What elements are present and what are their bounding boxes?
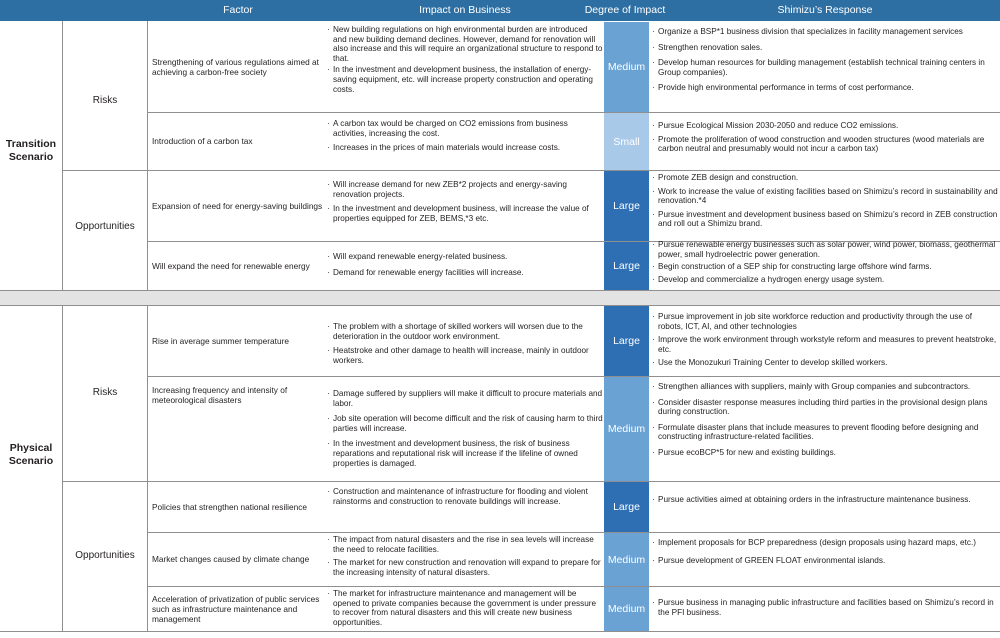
response-cell [652,312,998,370]
response-cell [652,538,998,567]
factor-text: Will expand the need for renewable energy [152,260,310,271]
factor-cell [152,533,324,586]
impact-item: · The market for new construction and renovation will expand to prepare for the increasing intensity of natural disasters. [327,558,603,577]
response-item: · Consider disaster response measures including third parties in the provisional design plans during construction. [652,398,998,417]
impact-item: · The impact from natural disasters and the rise in sea levels will increase the need to relocate facilities. [327,535,603,554]
response-item: · Organize a BSP*1 business division that specializes in facility management services [652,27,998,37]
response-item: · Strengthen renovation sales. [652,43,998,53]
impact-cell [327,389,603,470]
scenario-label-line: Physical [9,442,53,454]
response-item: · Pursue development of GREEN FLOAT environmental islands. [652,556,998,566]
response-item: · Pursue improvement in job site workforce reduction and productivity through the use of robots, ICT, AI, and other technologies [652,312,998,331]
divider [147,306,148,632]
header-impact: Impact on Business [419,4,511,16]
response-item: · Pursue renewable energy businesses such as solar power, wind power, biomass, geothermal power, small hydroelectric power generation. [652,240,998,259]
divider [62,21,63,290]
response-item: · Use the Monozukuri Training Center to develop skilled workers. [652,358,998,368]
impact-item: · Damage suffered by suppliers will make it difficult to procure materials and labor. [327,389,603,408]
response-item: · Pursue investment and development business based on Shimizu’s record in ZEB construction and roll out a Shimizu brand. [652,210,998,229]
impact-item: · New building regulations on high environmental burden are introduced and new building demand declines. However, demand for renovation will also increase and this will require an organizational structure to respond to that. [327,25,603,63]
response-item: · Pursue activities aimed at obtaining orders in the infrastructure maintenance business. [652,495,998,505]
response-item: · Pursue business in managing public infrastructure and facilities based on Shimizu’s record in the PFI business. [652,598,998,617]
impact-item: · Will increase demand for new ZEB*2 projects and energy-saving renovation projects. [327,180,603,199]
degree-badge: Large [604,306,649,376]
degree-badge: Medium [604,377,649,481]
impact-cell [327,119,603,155]
response-cell [652,382,998,460]
factor-cell [152,242,324,290]
divider [147,376,1000,377]
impact-cell [327,487,603,508]
impact-cell [327,252,603,279]
factor-text: Market changes caused by climate change [152,554,310,565]
header-response: Shimizu’s Response [777,4,873,16]
response-item: · Work to increase the value of existing facilities based on Shimizu’s record in sustainability and renovation.*4 [652,187,998,206]
response-item: · Promote the proliferation of wood construction and wooden structures (wood materials are carbon neutral and presumably would not incur a carbon tax) [652,135,998,154]
divider [62,306,63,632]
degree-badge: Large [604,242,649,290]
impact-cell [327,322,603,367]
response-item: · Begin construction of a SEP ship for constructing large offshore wind farms. [652,262,998,272]
degree-badge: Medium [604,533,649,586]
factor-cell [152,22,324,112]
section-gap [0,291,1000,305]
category-risks: Risks [92,95,118,106]
impact-item: · The market for infrastructure maintenance and management will be opened to private companies because the government is under pressure to recover from natural disasters and this will create new business opportunities. [327,589,603,627]
degree-badge: Small [604,113,649,170]
factor-cell [152,587,324,631]
response-item: · Promote ZEB design and construction. [652,173,998,183]
factor-cell [152,385,324,405]
divider [0,305,1000,306]
header-factor: Factor [223,4,253,16]
degree-badge: Large [604,171,649,241]
response-item: · Formulate disaster plans that include measures to prevent flooding before designing and constructing infrastructure-related facilities. [652,423,998,442]
response-item: · Develop and commercialize a hydrogen energy usage system. [652,275,998,285]
response-item: · Implement proposals for BCP preparedness (design proposals using hazard maps, etc.) [652,538,998,548]
impact-item: · In the investment and development business, the risk of business reparations and reputational risk will increase if the lifeline of owned properties is damaged. [327,439,603,468]
scenario-label-transition [0,138,62,164]
factor-cell [152,171,324,241]
scenario-label-physical [0,442,62,468]
scenario-label-line: Scenario [8,151,54,163]
factor-text: Rise in average summer temperature [152,335,289,346]
response-item: · Develop human resources for building management (establish technical training centers in Group companies). [652,58,998,77]
response-cell [652,495,998,507]
header-degree: Degree of Impact [584,4,666,16]
category-opportunities: Opportunities [75,221,135,232]
impact-cell [327,535,603,579]
factor-text: Increasing frequency and intensity of meteorological disasters [152,385,288,406]
impact-item: · Job site operation will become difficult and the risk of causing harm to third parties will increase. [327,414,603,433]
response-item: · Pursue Ecological Mission 2030-2050 and reduce CO2 emissions. [652,121,998,131]
factor-text: Expansion of need for energy-saving buildings [152,200,323,211]
factor-cell [152,113,324,170]
response-item: · Pursue ecoBCP*5 for new and existing buildings. [652,448,998,458]
category-opportunities: Opportunities [75,550,135,561]
factor-text: Acceleration of privatization of public services such as infrastructure maintenance and management [152,593,320,625]
response-cell [652,27,998,95]
response-item: · Provide high environmental performance in terms of cost performance. [652,83,998,93]
degree-badge: Medium [604,22,649,112]
factor-text: Strengthening of various regulations aimed at achieving a carbon-free society [152,56,319,77]
response-cell [652,598,998,619]
table-header [0,0,1000,21]
scenario-label-line: Transition [5,138,57,150]
impact-cell [327,25,603,96]
impact-item: · In the investment and development business, will increase the value of properties equipped for ZEB, BEMS,*3 etc. [327,204,603,223]
factor-text: Policies that strengthen national resilience [152,501,307,512]
divider [0,631,1000,632]
response-item: · Strengthen alliances with suppliers, mainly with Group companies and subcontractors. [652,382,998,392]
response-cell [652,240,998,286]
response-cell [652,121,998,156]
divider [147,21,148,290]
impact-item: · A carbon tax would be charged on CO2 emissions from business activities, increasing the cost. [327,119,603,138]
category-risks: Risks [92,387,118,398]
impact-item: · Will expand renewable energy-related business. [327,252,603,262]
impact-cell [327,589,603,629]
impact-item: · Construction and maintenance of infrastructure for flooding and violent rainstorms and construction to renovate buildings will increase. [327,487,603,506]
response-cell [652,173,998,231]
degree-badge: Large [604,482,649,532]
degree-badge: Medium [604,587,649,631]
impact-item: · Heatstroke and other damage to health will increase, mainly in outdoor workers. [327,346,603,365]
response-item: · Improve the work environment through workstyle reform and measures to prevent heatstroke, etc. [652,335,998,354]
factor-cell [152,482,324,532]
factor-text: Introduction of a carbon tax [152,136,253,147]
scenario-label-line: Scenario [8,455,54,467]
factor-cell [152,306,324,376]
impact-item: · Demand for renewable energy facilities will increase. [327,268,603,278]
impact-item: · In the investment and development business, the installation of energy-saving equipment, etc. will increase property construction and operating costs. [327,65,603,94]
impact-item: · Increases in the prices of main materials would increase costs. [327,143,603,153]
impact-cell [327,180,603,225]
impact-item: · The problem with a shortage of skilled workers will worsen due to the deterioration in the outdoor work environment. [327,322,603,341]
